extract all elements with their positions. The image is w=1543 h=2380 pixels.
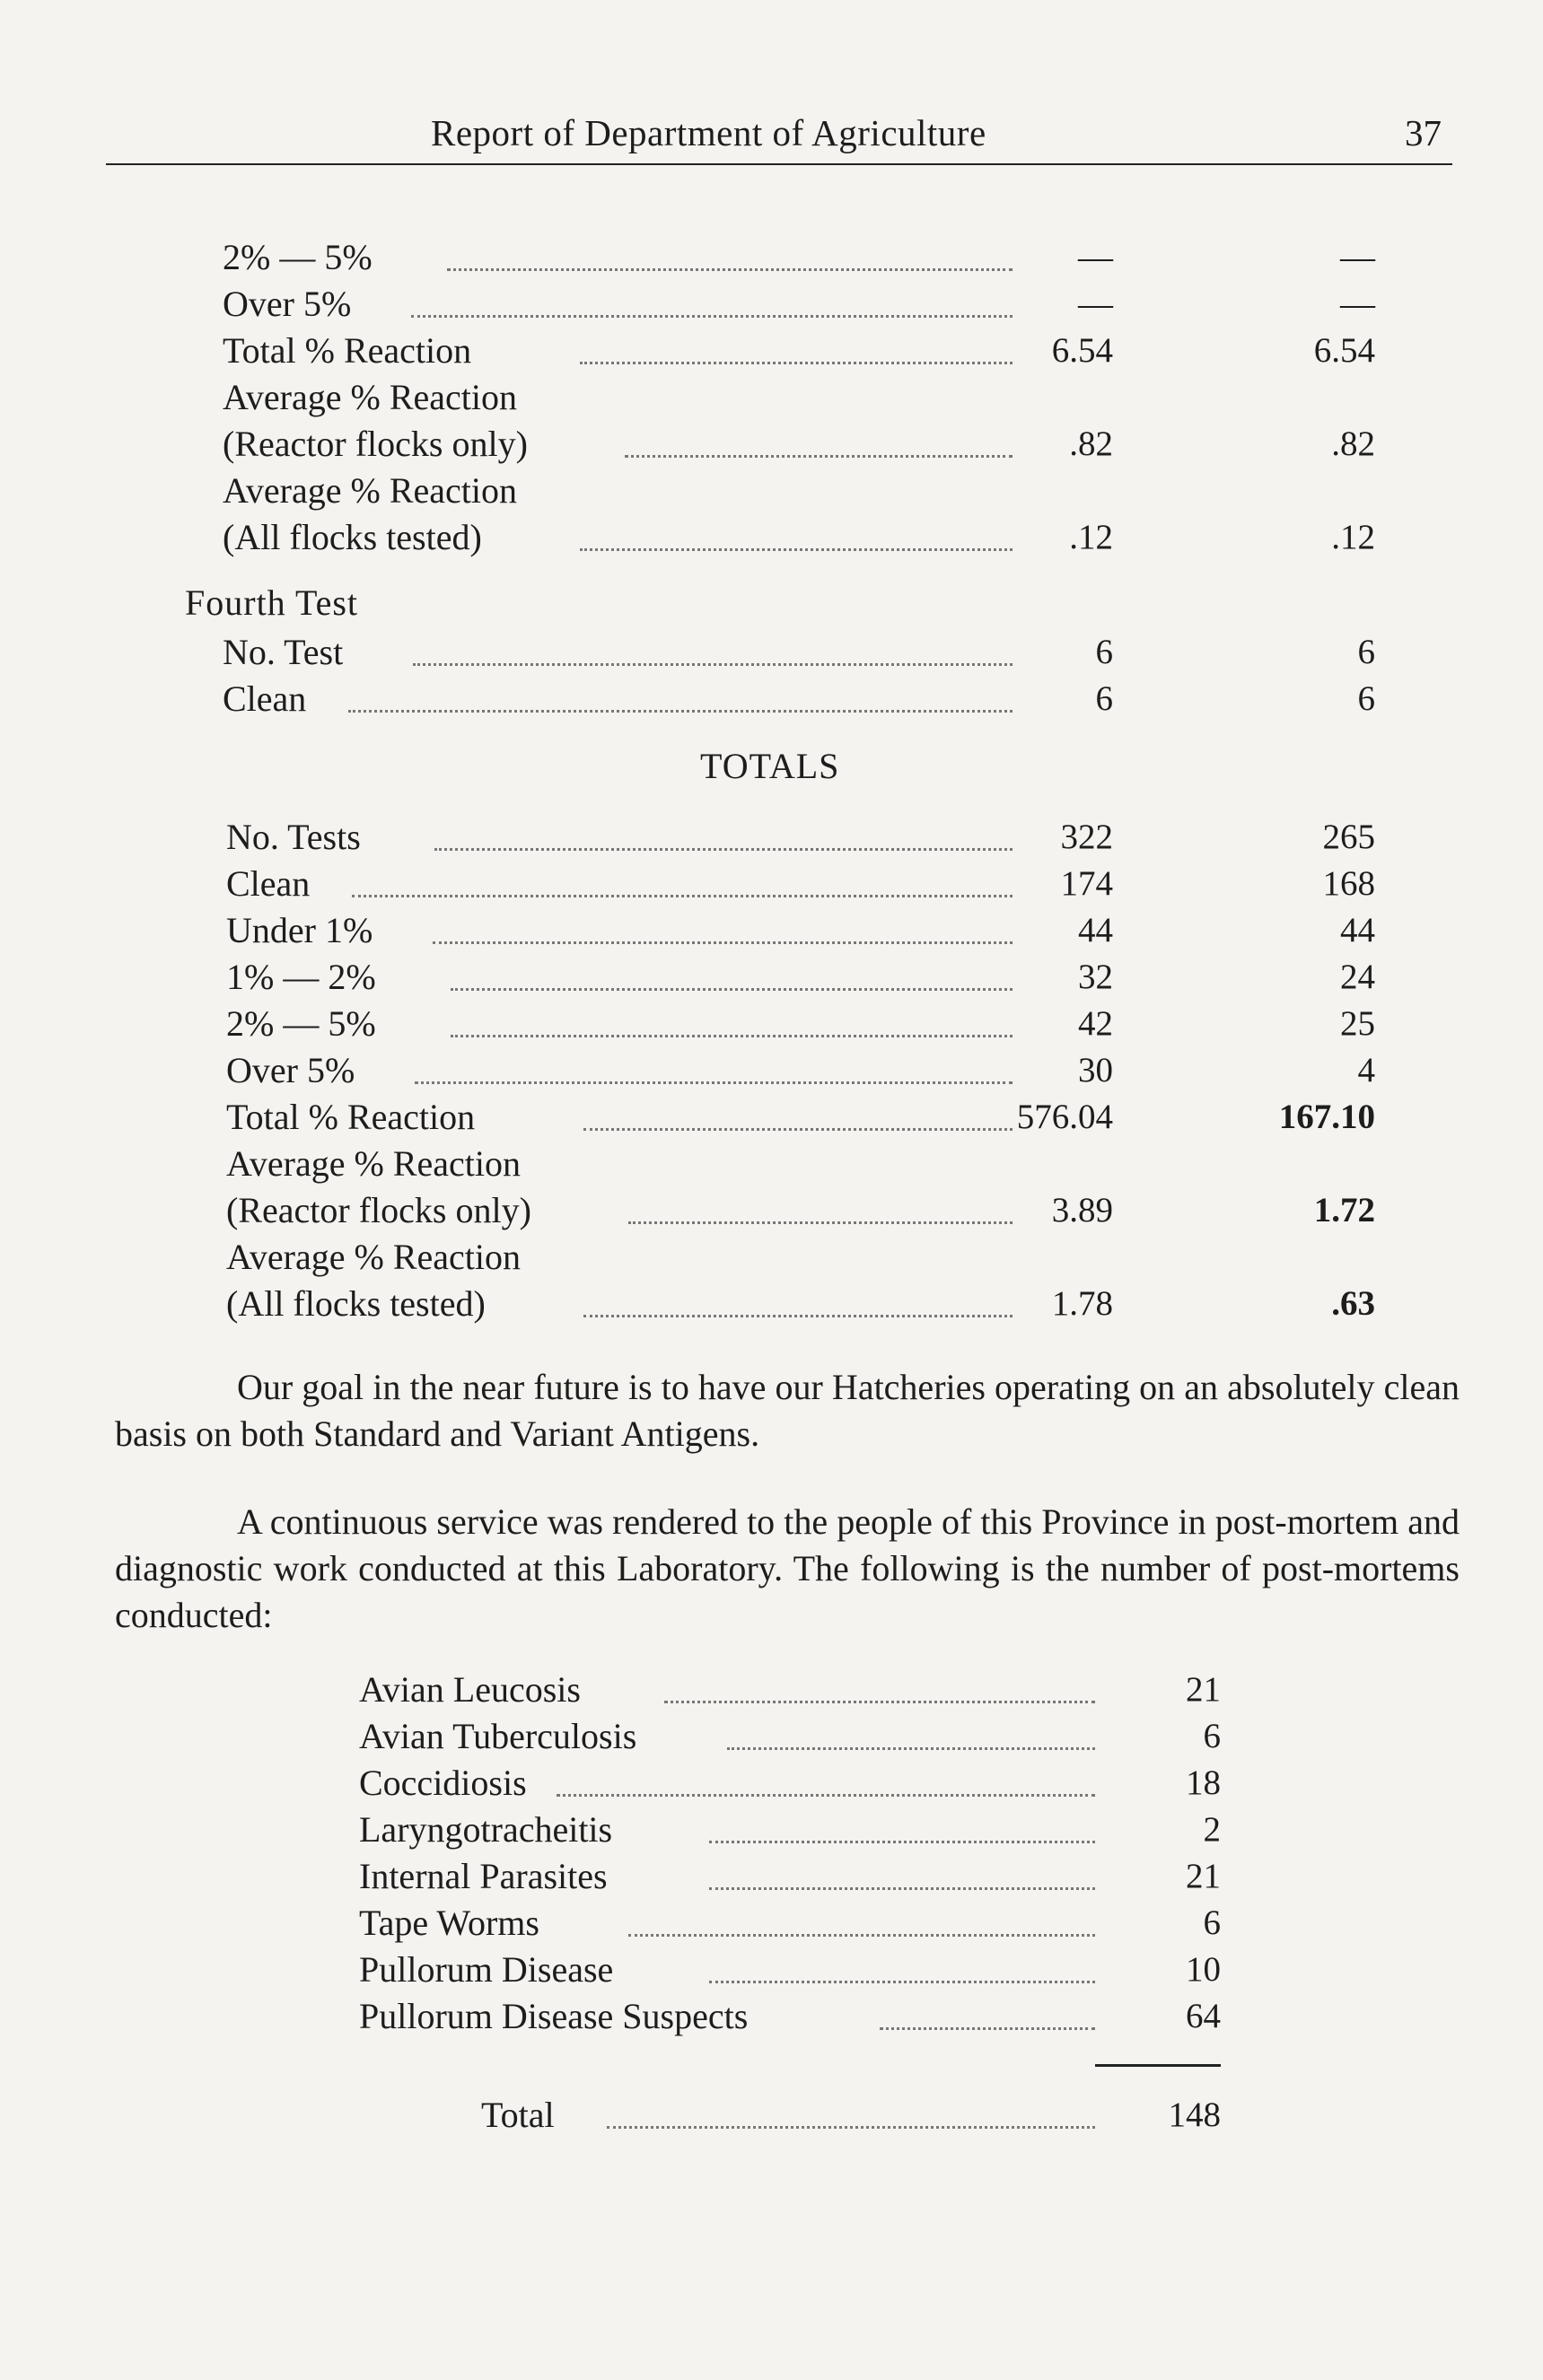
row-value-col2: .63 (1331, 1284, 1375, 1323)
leader-dots (415, 1081, 1013, 1084)
row-value-col1: — (1078, 284, 1113, 323)
leader-dots (580, 362, 1013, 364)
leader-dots (709, 1887, 1095, 1890)
row-label: No. Test (223, 632, 344, 672)
page-header (106, 111, 1452, 165)
leader-dots (348, 710, 1013, 713)
leader-dots (709, 1841, 1095, 1843)
row-value-col2: 6 (1357, 633, 1375, 671)
row-value-col1: 6 (1095, 633, 1113, 671)
leader-dots (434, 848, 1013, 851)
sum-rule (1095, 2064, 1221, 2067)
row-label: Total % Reaction (223, 330, 472, 371)
section-heading: Fourth Test (185, 582, 359, 623)
list-item (359, 1807, 1221, 1852)
total-value: 148 (1168, 2096, 1221, 2134)
table-row (226, 862, 1483, 906)
disease-label: Avian Leucosis (359, 1669, 581, 1710)
disease-label: Pullorum Disease (359, 1949, 614, 1990)
row-value-col2: — (1340, 238, 1375, 276)
row-value-col2: 44 (1340, 911, 1375, 949)
row-value-col2: 167.10 (1278, 1098, 1375, 1136)
table-row (223, 630, 1479, 675)
list-item (359, 1854, 1221, 1899)
table-row (226, 908, 1483, 953)
leader-dots (352, 895, 1013, 897)
row-label: 2% — 5% (226, 1003, 376, 1044)
leader-dots (628, 1934, 1095, 1937)
leader-dots (709, 1981, 1095, 1983)
row-value-col2: .82 (1331, 424, 1375, 463)
row-label: Average % Reaction (226, 1143, 521, 1184)
row-value-col1: 42 (1078, 1004, 1113, 1043)
table-row (223, 677, 1479, 722)
leader-dots (625, 455, 1013, 458)
table-row (223, 422, 1479, 467)
total-label: Total (481, 2095, 555, 2135)
row-value-col2: 1.72 (1313, 1191, 1375, 1229)
leader-dots (583, 1315, 1013, 1317)
row-label: Clean (226, 863, 311, 904)
leader-dots (433, 941, 1013, 944)
row-label: Over 5% (223, 284, 352, 324)
leader-dots (557, 1794, 1095, 1797)
leader-dots (451, 1035, 1013, 1037)
disease-count: 2 (1203, 1810, 1221, 1849)
disease-count: 10 (1186, 1950, 1221, 1989)
list-item (359, 1667, 1221, 1712)
leader-dots (880, 2027, 1095, 2030)
row-value-col1: 3.89 (1051, 1191, 1113, 1229)
row-value-col2: 25 (1340, 1004, 1375, 1043)
row-value-col1: 1.78 (1051, 1284, 1113, 1323)
disease-label: Coccidiosis (359, 1763, 527, 1803)
table-row (226, 1095, 1483, 1140)
row-label: Under 1% (226, 910, 373, 950)
table-row (223, 468, 1479, 513)
table-row (223, 235, 1479, 280)
row-label: Average % Reaction (223, 470, 517, 511)
row-value-col2: 24 (1340, 958, 1375, 996)
row-label: Over 5% (226, 1050, 355, 1090)
row-value-col1: — (1078, 238, 1113, 276)
row-value-col1: 576.04 (1016, 1098, 1113, 1136)
row-value-col2: 6 (1357, 679, 1375, 718)
disease-count: 21 (1186, 1857, 1221, 1895)
row-value-col2: — (1340, 284, 1375, 323)
page-number: 37 (1405, 112, 1442, 153)
table-row (226, 1235, 1483, 1280)
disease-label: Pullorum Disease Suspects (359, 1996, 749, 2036)
leader-dots (607, 2126, 1095, 2129)
disease-count: 21 (1186, 1670, 1221, 1709)
row-value-col2: 265 (1322, 818, 1375, 856)
list-item (359, 1901, 1221, 1946)
body-paragraph: Our goal in the near future is to have our Hatcheries operating on an absolutely clean basis on both Standard and Variant Antigens. (115, 1367, 1460, 1454)
table-row (223, 282, 1479, 327)
row-value-col2: .12 (1331, 518, 1375, 556)
row-label: Total % Reaction (226, 1097, 476, 1137)
disease-label: Avian Tuberculosis (359, 1716, 637, 1756)
disease-count: 18 (1186, 1763, 1221, 1802)
row-label: (All flocks tested) (223, 517, 482, 557)
disease-count: 64 (1186, 1997, 1221, 2035)
row-label: No. Tests (226, 817, 361, 857)
disease-count: 6 (1203, 1903, 1221, 1942)
disease-label: Laryngotracheitis (359, 1809, 613, 1850)
row-value-col1: .82 (1069, 424, 1113, 463)
row-value-col1: 6.54 (1051, 331, 1113, 370)
row-value-col1: 322 (1060, 818, 1113, 856)
table-row (223, 515, 1479, 560)
table-row (226, 955, 1483, 1000)
disease-label: Internal Parasites (359, 1856, 608, 1896)
list-item (359, 1994, 1221, 2039)
row-value-col1: .12 (1069, 518, 1113, 556)
header-rule (106, 163, 1452, 165)
list-item (359, 1947, 1221, 1992)
row-label: Clean (223, 678, 307, 719)
leader-dots (664, 1701, 1095, 1703)
row-value-col1: 32 (1078, 958, 1113, 996)
row-label: (Reactor flocks only) (223, 424, 528, 464)
row-label: Average % Reaction (223, 377, 517, 417)
total-row (359, 2093, 1221, 2138)
row-value-col1: 44 (1078, 911, 1113, 949)
leader-dots (447, 268, 1013, 271)
table-row (226, 1142, 1483, 1186)
table-row (223, 375, 1479, 420)
leader-dots (628, 1221, 1013, 1224)
disease-label: Tape Worms (359, 1903, 539, 1943)
leader-dots (413, 663, 1013, 666)
leader-dots (583, 1128, 1013, 1131)
table-row (223, 328, 1479, 373)
row-label: (Reactor flocks only) (226, 1190, 531, 1230)
list-item (359, 1714, 1221, 1759)
row-value-col1: 6 (1095, 679, 1113, 718)
table-row (226, 1188, 1483, 1233)
leader-dots (727, 1747, 1095, 1750)
row-value-col1: 30 (1078, 1051, 1113, 1089)
row-value-col2: 4 (1357, 1051, 1375, 1089)
row-label: (All flocks tested) (226, 1283, 486, 1324)
table-row (226, 1048, 1483, 1093)
row-value-col2: 168 (1322, 864, 1375, 903)
row-value-col1: 174 (1060, 864, 1113, 903)
table-row (226, 1002, 1483, 1046)
row-label: Average % Reaction (226, 1237, 521, 1277)
leader-dots (451, 988, 1013, 991)
body-paragraph: A continuous service was rendered to the people of this Province in post-mortem and diagnostic work conducted at this Laboratory. The following is the number of post-mortems conducted: (115, 1501, 1460, 1635)
table-row (226, 1282, 1483, 1326)
disease-count: 6 (1203, 1717, 1221, 1755)
row-label: 2% — 5% (223, 237, 373, 277)
leader-dots (411, 315, 1013, 318)
list-item (359, 1761, 1221, 1806)
section-heading: TOTALS (700, 746, 840, 786)
row-value-col2: 6.54 (1313, 331, 1375, 370)
row-label: 1% — 2% (226, 957, 376, 997)
leader-dots (580, 548, 1013, 551)
table-row (226, 815, 1483, 860)
running-head: Report of Department of Agriculture (431, 112, 986, 153)
